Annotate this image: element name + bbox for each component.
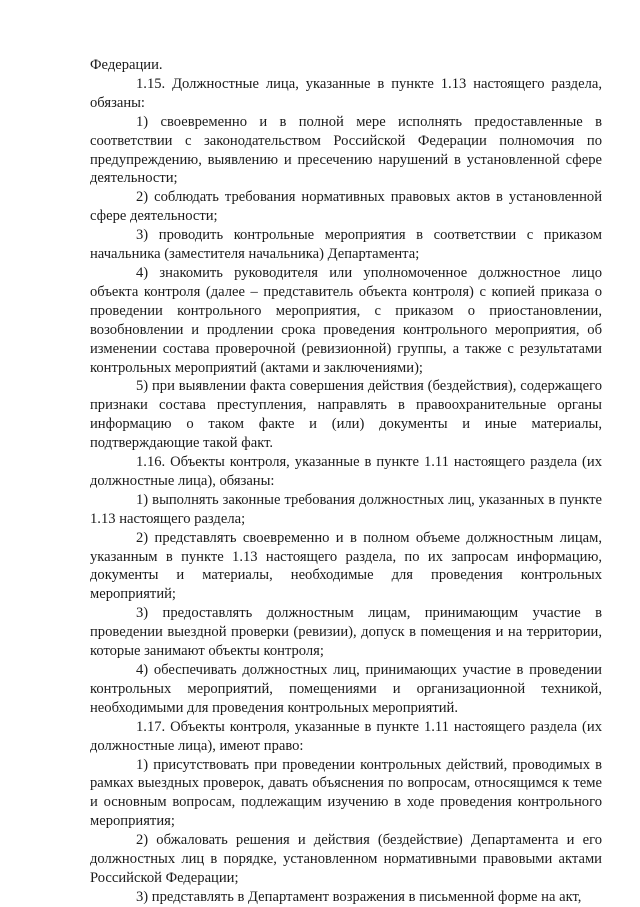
clause-1-16-item-2: 2) представлять своевременно и в полном объеме должностным лицам, указанным в пункте 1.13 настоящего раздела, по их запросам информацию, документы и материалы, необходимые для проведения контрольных мероприятий; bbox=[90, 529, 602, 603]
clause-1-15-item-5: 5) при выявлении факта совершения действия (бездействия), содержащего признаки состава преступления, направлять в правоохранительные органы информацию о таком факте и (или) документы и иные материалы, подтверждающие такой факт. bbox=[90, 378, 602, 452]
paragraph-continuation: Федерации. bbox=[90, 57, 163, 73]
clause-1-17: 1.17. Объекты контроля, указанные в пункте 1.11 настоящего раздела (их должностные лица), имеют право: bbox=[90, 718, 602, 754]
clause-1-15: 1.15. Должностные лица, указанные в пункте 1.13 настоящего раздела, обязаны: bbox=[90, 75, 602, 111]
clause-1-15-item-2: 2) соблюдать требования нормативных правовых актов в установленной сфере деятельности; bbox=[90, 189, 602, 225]
clause-1-16-item-4: 4) обеспечивать должностных лиц, принимающих участие в проведении контрольных мероприятий, помещениями и организационной техникой, необходимыми для проведения контрольных мероприятий. bbox=[90, 662, 602, 716]
clause-1-15-item-4: 4) знакомить руководителя или уполномоченное должностное лицо объекта контроля (далее – представитель объекта контроля) с копией приказа о проведении контрольного мероприятия, с приказом о приостановлении, возобновлении и продлении срока проведения контрольного мероприятия, об изменении состава проверочной (ревизионной) группы, а также с результатами контрольных мероприятий (актами и заключениями); bbox=[90, 264, 602, 376]
clause-1-16-item-3: 3) предоставлять должностным лицам, принимающим участие в проведении выездной проверки (ревизии), допуск в помещения и на территории, которые занимают объекты контроля; bbox=[90, 605, 602, 660]
clause-1-17-item-1: 1) присутствовать при проведении контрольных действий, проводимых в рамках выездных проверок, давать объяснения по вопросам, относящимся к теме и основным вопросам, подлежащим изучению в ходе проведения контрольного мероприятия; bbox=[90, 756, 602, 830]
clause-1-16: 1.16. Объекты контроля, указанные в пункте 1.11 настоящего раздела (их должностные лица), обязаны: bbox=[90, 454, 602, 489]
clause-1-17-item-2: 2) обжаловать решения и действия (бездействие) Департамента и его должностных лиц в порядке, установленном нормативными правовыми актами Российской Федерации; bbox=[90, 832, 602, 886]
document-page bbox=[90, 56, 602, 907]
clause-1-17-item-3: 3) представлять в Департамент возражения в письменной форме на акт, bbox=[136, 888, 582, 905]
clause-1-15-item-3: 3) проводить контрольные мероприятия в соответствии с приказом начальника (заместителя начальника) Департамента; bbox=[90, 227, 602, 263]
clause-1-15-item-1: 1) своевременно и в полной мере исполнять предоставленные в соответствии с законодательством Российской Федерации полномочия по предупреждению, выявлению и пресечению нарушений в установленной сфере деятельности; bbox=[90, 113, 602, 187]
clause-1-16-item-1: 1) выполнять законные требования должностных лиц, указанных в пункте 1.13 настоящего раздела; bbox=[90, 491, 602, 527]
